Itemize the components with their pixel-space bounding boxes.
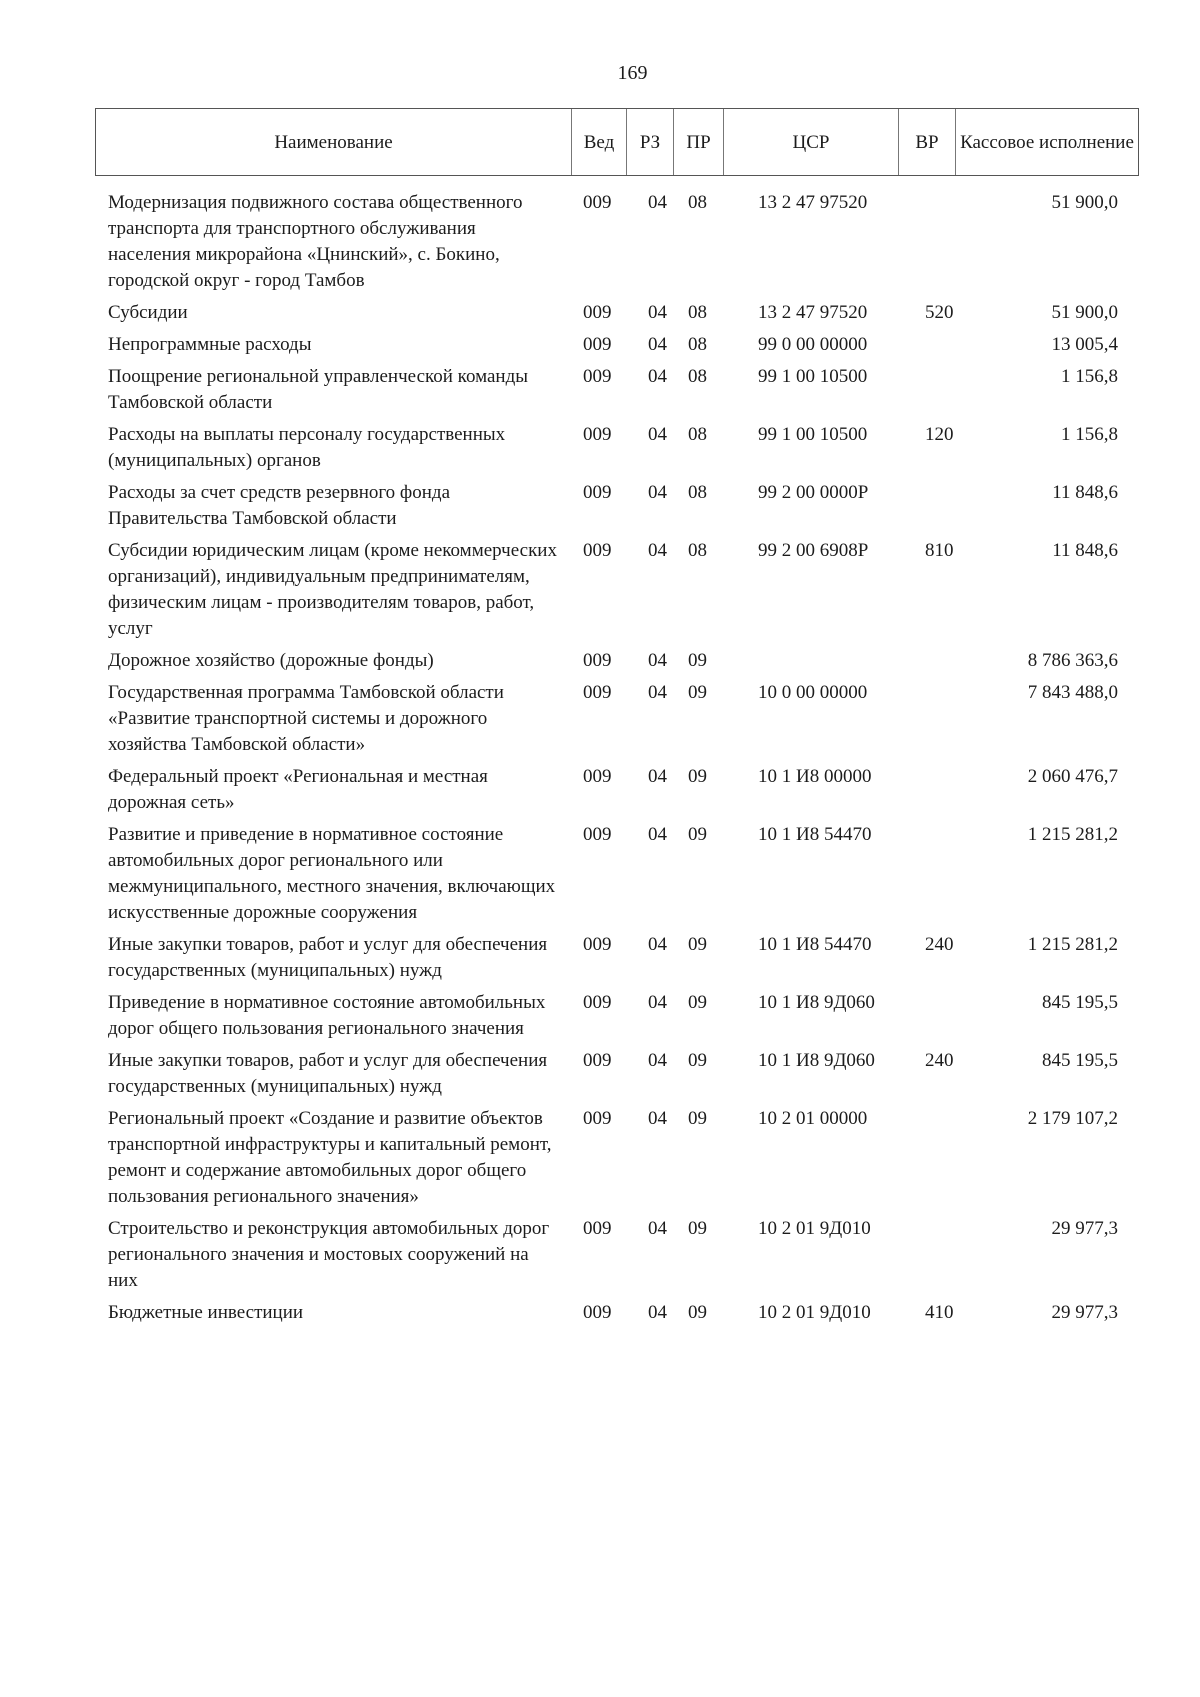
row-csr: 99 2 00 6908Р (758, 540, 869, 561)
row-name: Иные закупки товаров, работ и услуг для обеспечения государственных (муниципальных) нужд (108, 934, 548, 981)
header-ved: Вед (571, 109, 626, 175)
row-csr: 10 2 01 00000 (758, 1108, 868, 1129)
row-name: Государственная программа Тамбовской области «Развитие транспортной системы и дорожного хозяйства Тамбовской области» (108, 682, 504, 755)
row-pr: 08 (688, 192, 707, 213)
row-name: Расходы на выплаты персоналу государственных (муниципальных) органов (108, 424, 506, 471)
row-rz: 04 (648, 482, 667, 503)
header-name: Наименование (274, 131, 393, 153)
row-ved: 009 (583, 334, 612, 355)
row-ved: 009 (583, 424, 612, 445)
row-ved: 009 (583, 192, 612, 213)
table-row (0, 190, 1200, 294)
table-row (0, 480, 1200, 532)
row-pr: 09 (688, 1218, 707, 1239)
row-kassovoe: 51 900,0 (1051, 302, 1118, 323)
row-pr: 08 (688, 366, 707, 387)
row-name: Развитие и приведение в нормативное состояние автомобильных дорог регионального или межмуниципального, местного значения, включающих искусственные дорожные сооружения (108, 824, 556, 923)
row-pr: 09 (688, 1302, 707, 1323)
row-name: Модернизация подвижного состава общественного транспорта для транспортного обслуживания населения микрорайона «Цнинский», с. Бокино, городской округ - город Тамбов (108, 192, 523, 291)
table-row (0, 1106, 1200, 1210)
row-pr: 09 (688, 1108, 707, 1129)
row-rz: 04 (648, 424, 667, 445)
row-ved: 009 (583, 934, 612, 955)
row-pr: 09 (688, 824, 707, 845)
table-row (0, 364, 1200, 416)
row-name: Непрограммные расходы (108, 334, 312, 355)
row-ved: 009 (583, 366, 612, 387)
row-ved: 009 (583, 766, 612, 787)
row-csr: 10 2 01 9Д010 (758, 1218, 871, 1239)
row-rz: 04 (648, 302, 667, 323)
row-csr: 10 1 И8 9Д060 (758, 992, 875, 1013)
table-row (0, 1048, 1200, 1100)
row-rz: 04 (648, 766, 667, 787)
table-row (0, 422, 1200, 474)
row-rz: 04 (648, 992, 667, 1013)
row-name: Бюджетные инвестиции (108, 1302, 304, 1323)
row-rz: 04 (648, 824, 667, 845)
row-csr: 10 0 00 00000 (758, 682, 868, 703)
table-row (0, 538, 1200, 642)
row-pr: 08 (688, 424, 707, 445)
row-csr: 13 2 47 97520 (758, 302, 868, 323)
row-csr: 99 2 00 0000Р (758, 482, 869, 503)
row-name: Иные закупки товаров, работ и услуг для обеспечения государственных (муниципальных) нужд (108, 1050, 548, 1097)
row-rz: 04 (648, 1050, 667, 1071)
row-pr: 09 (688, 650, 707, 671)
row-kassovoe: 29 977,3 (1051, 1302, 1118, 1323)
row-pr: 08 (688, 302, 707, 323)
table-body (0, 190, 1200, 1332)
row-rz: 04 (648, 1218, 667, 1239)
table-row (0, 1216, 1200, 1294)
row-kassovoe: 2 179 107,2 (1027, 1108, 1118, 1129)
row-name: Дорожное хозяйство (дорожные фонды) (108, 650, 434, 671)
row-vr: 240 (925, 934, 954, 955)
table-row (0, 764, 1200, 816)
row-kassovoe: 11 848,6 (1052, 482, 1118, 503)
row-kassovoe: 2 060 476,7 (1027, 766, 1118, 787)
row-ved: 009 (583, 682, 612, 703)
row-rz: 04 (648, 1108, 667, 1129)
row-csr: 10 1 И8 54470 (758, 824, 872, 845)
row-pr: 08 (688, 334, 707, 355)
row-ved: 009 (583, 1050, 612, 1071)
row-kassovoe: 51 900,0 (1051, 192, 1118, 213)
row-rz: 04 (648, 934, 667, 955)
row-pr: 09 (688, 934, 707, 955)
table-row (0, 932, 1200, 984)
header-vr: ВР (898, 109, 955, 175)
header-kassovoe: Кассовое исполнение (955, 109, 1138, 175)
row-csr: 10 1 И8 9Д060 (758, 1050, 875, 1071)
row-csr: 10 2 01 9Д010 (758, 1302, 871, 1323)
row-ved: 009 (583, 302, 612, 323)
table-header (95, 108, 1139, 176)
row-kassovoe: 13 005,4 (1051, 334, 1118, 355)
row-kassovoe: 1 156,8 (1061, 424, 1118, 445)
header-rz: РЗ (626, 109, 673, 175)
row-ved: 009 (583, 1218, 612, 1239)
row-kassovoe: 1 156,8 (1061, 366, 1118, 387)
header-csr: ЦСР (723, 109, 898, 175)
row-rz: 04 (648, 540, 667, 561)
row-kassovoe: 845 195,5 (1042, 992, 1118, 1013)
row-vr: 520 (925, 302, 954, 323)
row-name: Федеральный проект «Региональная и местная дорожная сеть» (108, 766, 488, 813)
row-name: Субсидии юридическим лицам (кроме некоммерческих организаций), индивидуальным предпринимателям, физическим лицам - производителям товаров, работ, услуг (108, 540, 557, 639)
row-vr: 240 (925, 1050, 954, 1071)
row-pr: 09 (688, 766, 707, 787)
row-pr: 08 (688, 540, 707, 561)
table-row (0, 332, 1200, 358)
row-name: Приведение в нормативное состояние автомобильных дорог общего пользования регионального значения (108, 992, 546, 1039)
row-ved: 009 (583, 650, 612, 671)
table-row (0, 680, 1200, 758)
row-name: Поощрение региональной управленческой команды Тамбовской области (108, 366, 529, 413)
row-csr: 10 1 И8 54470 (758, 934, 872, 955)
page-number: 169 (617, 62, 648, 84)
row-vr: 810 (925, 540, 954, 561)
row-csr: 13 2 47 97520 (758, 192, 868, 213)
row-name: Субсидии (108, 302, 188, 323)
row-pr: 09 (688, 992, 707, 1013)
header-pr: ПР (673, 109, 723, 175)
row-kassovoe: 11 848,6 (1052, 540, 1118, 561)
row-kassovoe: 8 786 363,6 (1027, 650, 1118, 671)
row-name: Региональный проект «Создание и развитие объектов транспортной инфраструктуры и капитальный ремонт, ремонт и содержание автомобильных дорог общего пользования регионального значения» (108, 1108, 552, 1207)
row-rz: 04 (648, 192, 667, 213)
table-row (0, 990, 1200, 1042)
table-row (0, 1300, 1200, 1326)
row-kassovoe: 29 977,3 (1051, 1218, 1118, 1239)
row-ved: 009 (583, 540, 612, 561)
row-csr: 99 1 00 10500 (758, 366, 868, 387)
row-pr: 09 (688, 682, 707, 703)
row-rz: 04 (648, 366, 667, 387)
row-ved: 009 (583, 992, 612, 1013)
row-ved: 009 (583, 824, 612, 845)
table-row (0, 648, 1200, 674)
row-kassovoe: 1 215 281,2 (1027, 934, 1118, 955)
row-kassovoe: 845 195,5 (1042, 1050, 1118, 1071)
row-name: Строительство и реконструкция автомобильных дорог регионального значения и мостовых сооружений на них (108, 1218, 550, 1291)
row-pr: 08 (688, 482, 707, 503)
row-kassovoe: 1 215 281,2 (1027, 824, 1118, 845)
table-row (0, 822, 1200, 926)
row-ved: 009 (583, 1108, 612, 1129)
row-csr: 10 1 И8 00000 (758, 766, 872, 787)
row-kassovoe: 7 843 488,0 (1027, 682, 1118, 703)
row-rz: 04 (648, 1302, 667, 1323)
row-vr: 120 (925, 424, 954, 445)
row-name: Расходы за счет средств резервного фонда Правительства Тамбовской области (108, 482, 451, 529)
row-rz: 04 (648, 682, 667, 703)
table-row (0, 300, 1200, 326)
row-rz: 04 (648, 334, 667, 355)
row-pr: 09 (688, 1050, 707, 1071)
row-csr: 99 1 00 10500 (758, 424, 868, 445)
row-ved: 009 (583, 1302, 612, 1323)
row-ved: 009 (583, 482, 612, 503)
row-rz: 04 (648, 650, 667, 671)
row-csr: 99 0 00 00000 (758, 334, 868, 355)
row-vr: 410 (925, 1302, 954, 1323)
